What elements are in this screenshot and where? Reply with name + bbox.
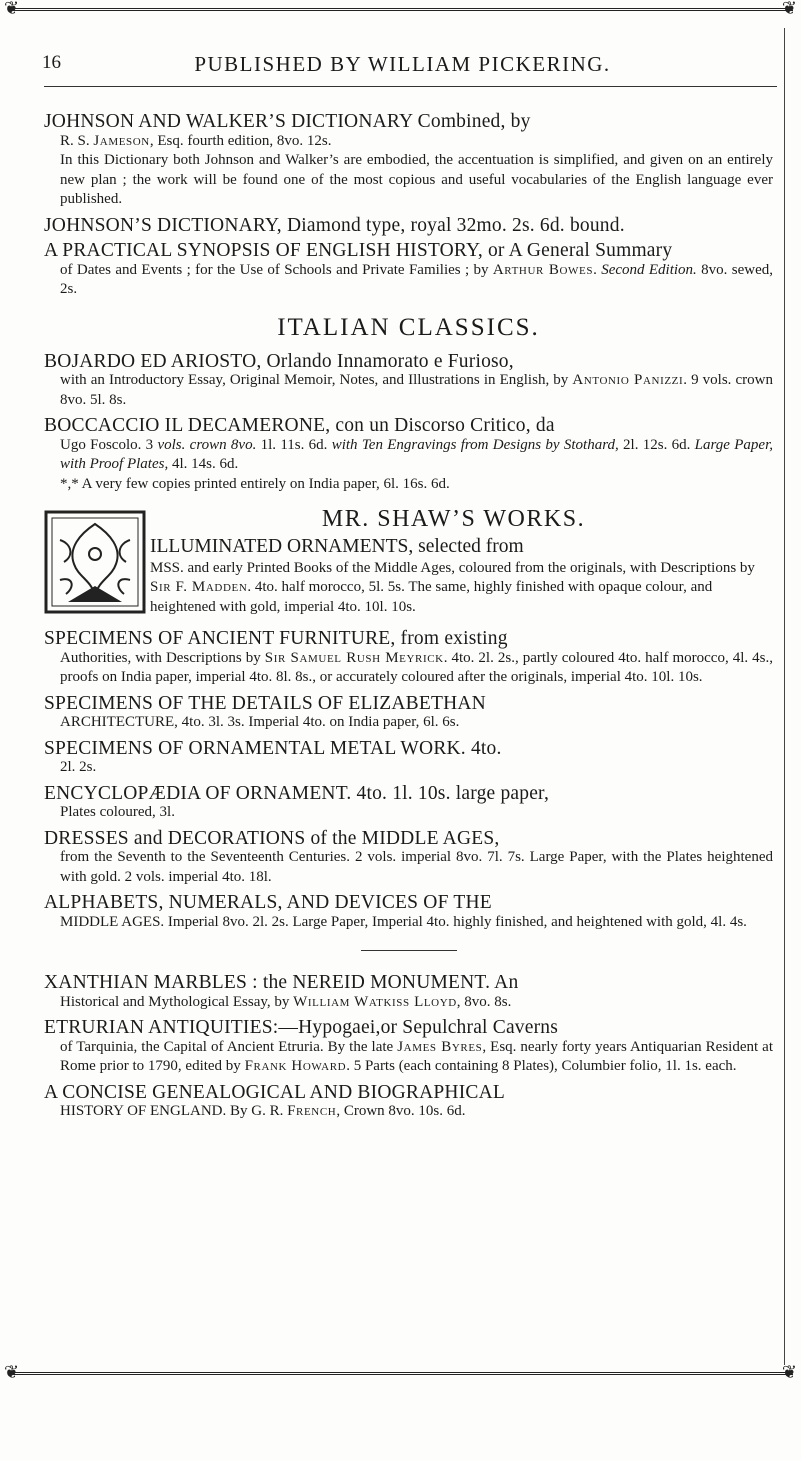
entry-text: MIDDLE AGES. Imperial 8vo. 2l. 2s. Large Paper, Imperial 4to. highly finished, and heightened with gold, 4l. 4s.	[60, 913, 747, 930]
entry-title: SPECIMENS OF ANCIENT FURNITURE, from existing	[44, 628, 508, 649]
shaw-works-block	[44, 506, 773, 617]
entry-title: ILLUMINATED ORNAMENTS, selected from	[150, 536, 524, 557]
catalogue-entry	[44, 629, 773, 688]
entry-text: with Ten Engravings from Designs by Stothard,	[331, 436, 619, 453]
entry-body	[44, 713, 773, 733]
entry-title: JOHNSON’S DICTIONARY, Diamond type, royal 32mo. 2s. 6d. bound.	[44, 214, 625, 236]
entry-title: A PRACTICAL SYNOPSIS OF ENGLISH HISTORY, or A General Summary	[44, 240, 673, 261]
section-divider	[361, 950, 457, 951]
top-double-rule	[8, 8, 793, 11]
bottom-double-rule	[8, 1372, 793, 1375]
entry-text: 2l. 12s. 6d.	[618, 436, 695, 453]
entry-text: Arthur Bowes	[492, 261, 594, 278]
entries-group	[44, 973, 773, 1122]
corner-ornament-icon: ❦	[4, 0, 20, 19]
catalogue-entry	[44, 1083, 773, 1122]
entry-text: Sir Samuel Rush Meyrick	[264, 649, 444, 666]
catalogue-entry	[44, 973, 773, 1012]
entry-title: XANTHIAN MARBLES : the NEREID MONUMENT. An	[44, 972, 519, 993]
catalogue-entry	[44, 694, 773, 733]
catalogue-entry	[44, 216, 773, 236]
entry-text: Large Paper, with Proof Plates,	[60, 436, 773, 472]
entry-text: , 8vo. 8s.	[456, 993, 512, 1010]
entry-title: A CONCISE GENEALOGICAL AND BIOGRAPHICAL	[44, 1081, 505, 1103]
entry-title: ETRURIAN ANTIQUITIES:—Hypogaei,or Sepulchral Caverns	[44, 1017, 559, 1038]
entry-body	[44, 436, 773, 495]
entry-body	[44, 371, 773, 410]
entry-text: . 4to. half morocco, 5l. 5s. The same, highly finished with opaque colour, and heightened with gold, imperial 4to. 10l. 10s.	[150, 579, 713, 615]
entry-text: Ugo Foscolo. 3	[60, 436, 158, 453]
catalogue-entry	[44, 784, 773, 823]
catalogue-entry	[44, 352, 773, 411]
entry-text: . 4to. 2l. 2s., partly coloured 4to. half morocco, 4l. 4s., proofs on India paper, imperial 4to. 8l. 8s., or accurately coloured after the originals, imperial 4to. 10l. 10s.	[60, 649, 773, 685]
entry-body	[44, 1102, 773, 1122]
page-header	[28, 52, 777, 82]
entry-text: Sir F. Madden	[150, 579, 248, 595]
entry-text: James Byres	[397, 1038, 483, 1055]
catalogue-entry	[44, 537, 773, 617]
entry-text: *,* A very few copies printed entirely on India paper, 6l. 16s. 6d.	[60, 475, 450, 492]
entry-body	[44, 913, 773, 933]
entry-text: 4l. 14s. 6d.	[168, 456, 239, 472]
entry-text: from the Seventh to the Seventeenth Centuries. 2 vols. imperial 8vo. 7l. 7s. Large Paper, with the Plates heightened with gold. 2 vols. imperial 4to. 18l.	[60, 849, 773, 885]
entry-text: Historical and Mythological Essay, by	[60, 993, 294, 1010]
entry-text: . 5 Parts (each containing 8 Plates), Columbier folio, 1l. 1s. each.	[346, 1058, 737, 1074]
section-heading-shaw: MR. SHAW’S WORKS.	[321, 506, 586, 532]
entry-body	[44, 649, 773, 688]
entry-title: DRESSES and DECORATIONS of the MIDDLE AGES,	[44, 827, 500, 849]
entry-text: William Watkiss Lloyd	[293, 993, 457, 1010]
entry-text: Second Edition.	[601, 261, 697, 278]
entry-text: R. S.	[60, 132, 94, 149]
entry-text: HISTORY OF ENGLAND. By G. R.	[60, 1103, 288, 1119]
entry-text: Jameson	[93, 132, 150, 149]
header-rule	[44, 86, 777, 87]
entry-body	[150, 560, 755, 615]
ornamental-monogram-icon	[44, 510, 146, 614]
entry-title: BOCCACCIO IL DECAMERONE, con un Discorso Critico, da	[44, 415, 555, 436]
entry-text: .	[593, 261, 602, 278]
entry-title: ENCYCLOPÆDIA OF ORNAMENT. 4to. 1l. 10s. large paper,	[44, 782, 550, 804]
catalogue-entry	[44, 241, 773, 300]
entry-text: Plates coloured, 3l.	[60, 804, 175, 820]
entry-text: MSS. and early Printed Books of the Middle Ages, coloured from the originals, with Descriptions by	[150, 559, 755, 576]
entry-text: of Dates and Events ; for the Use of Schools and Private Families ; by	[60, 261, 493, 278]
entry-text: 2l. 2s.	[60, 759, 97, 775]
catalogue-entry	[44, 739, 773, 778]
catalogue-entry	[44, 1018, 773, 1077]
corner-ornament-icon: ❦	[781, 0, 797, 19]
corner-ornament-icon: ❦	[781, 1362, 797, 1383]
entries-group	[44, 352, 773, 495]
entry-text: 1l. 11s. 6d.	[256, 436, 332, 453]
entry-text: Antonio Panizzi	[572, 372, 684, 388]
entry-text: of Tarquinia, the Capital of Ancient Etruria. By the late	[60, 1038, 398, 1055]
entry-text: , Esq. fourth edition, 8vo. 12s.	[149, 132, 332, 149]
catalogue-entry	[44, 416, 773, 494]
entry-text: French	[287, 1103, 337, 1119]
catalogue-entry	[44, 893, 773, 932]
right-border-rule	[784, 28, 785, 1365]
entry-text: In this Dictionary both Johnson and Walker’s are embodied, the accentuation is simplified, and given on an entirely new plan ; the work will be found one of the most copious and useful vocabularies of the English language ever published.	[60, 152, 773, 207]
page-number: 16	[42, 52, 61, 73]
entry-title: JOHNSON AND WALKER’S DICTIONARY Combined, by	[44, 111, 531, 132]
entry-text: Authorities, with Descriptions by	[60, 649, 265, 666]
catalogue-entry	[44, 112, 773, 210]
entry-text: , Esq. nearly forty years Antiquarian Resident at Rome prior to 1790, edited by	[60, 1038, 774, 1074]
entry-text: Frank Howard	[244, 1058, 347, 1074]
entry-text: with an Introductory Essay, Original Memoir, Notes, and Illustrations in English, by	[60, 372, 573, 388]
entry-body	[44, 261, 773, 300]
entry-title: BOJARDO ED ARIOSTO, Orlando Innamorato e Furioso,	[44, 350, 514, 372]
entry-text: , Crown 8vo. 10s. 6d.	[336, 1103, 466, 1119]
section-heading-italian: ITALIAN CLASSICS.	[277, 313, 540, 341]
entries-group	[44, 629, 773, 932]
entry-body	[44, 803, 773, 823]
entry-body	[44, 993, 773, 1013]
catalogue-entry	[44, 829, 773, 888]
entry-text: 8vo. sewed, 2s.	[60, 261, 773, 297]
entry-body	[44, 848, 773, 887]
entry-title: SPECIMENS OF ORNAMENTAL METAL WORK. 4to.	[44, 737, 502, 759]
entry-body	[44, 132, 773, 210]
entry-text: ARCHITECTURE, 4to. 3l. 3s. Imperial 4to. on India paper, 6l. 6s.	[60, 714, 460, 730]
running-head: PUBLISHED BY WILLIAM PICKERING.	[194, 52, 611, 76]
entry-body	[44, 758, 773, 778]
corner-ornament-icon: ❦	[4, 1362, 20, 1383]
entries-group	[44, 112, 773, 300]
entry-title: ALPHABETS, NUMERALS, AND DEVICES OF THE	[44, 892, 492, 913]
entry-text: . 9 vols. crown 8vo. 5l. 8s.	[60, 372, 773, 408]
catalogue-content	[44, 112, 773, 1128]
entry-title: SPECIMENS OF THE DETAILS OF ELIZABETHAN	[44, 692, 486, 714]
entry-body	[44, 1038, 773, 1077]
entry-text: vols. crown 8vo.	[157, 436, 257, 453]
